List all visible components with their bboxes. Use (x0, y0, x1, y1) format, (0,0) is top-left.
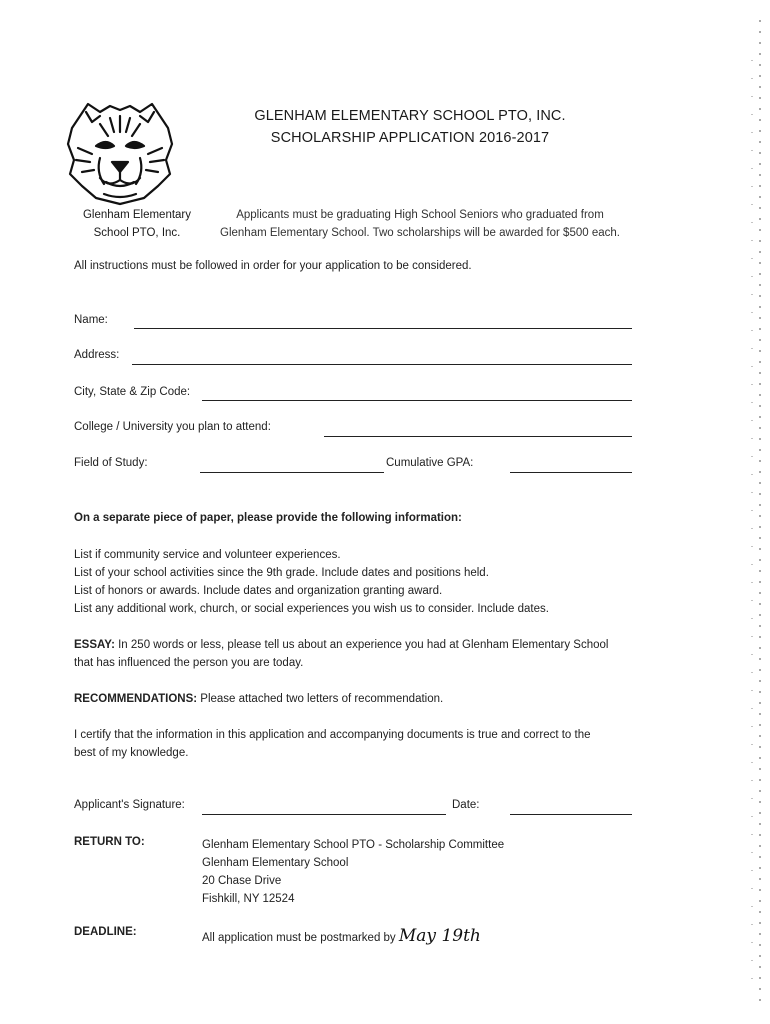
certify-line2: best of my knowledge. (74, 747, 189, 759)
name-label: Name: (74, 314, 108, 326)
return-address-line: Glenham Elementary School (202, 857, 349, 869)
field-of-study-field[interactable] (200, 472, 384, 473)
essay-section (74, 636, 644, 672)
return-address (202, 836, 504, 908)
certification-statement (74, 726, 644, 762)
list-item: List if community service and volunteer experiences. (74, 549, 341, 561)
certify-line1: I certify that the information in this application and accompanying documents is true and correct to the (74, 729, 591, 741)
deadline-text (202, 926, 481, 946)
return-address-line: Fishkill, NY 12524 (202, 893, 295, 905)
essay-text-2: that has influenced the person you are today. (74, 657, 304, 669)
date-field[interactable] (510, 814, 632, 815)
intro-line1: Applicants must be graduating High School Seniors who graduated from (236, 209, 604, 221)
intro-line2: Glenham Elementary School. Two scholarships will be awarded for $500 each. (220, 227, 620, 239)
college-label: College / University you plan to attend: (74, 421, 271, 433)
return-to-label: RETURN TO: (74, 836, 145, 848)
recommendations-label: RECOMMENDATIONS: (74, 693, 198, 705)
essay-line1 (74, 636, 644, 654)
field-of-study-label: Field of Study: (74, 457, 148, 469)
essay-label: ESSAY: (74, 639, 115, 651)
recommendations-text: Please attached two letters of recommendation. (197, 693, 444, 705)
org-name-line2: School PTO, Inc. (93, 227, 181, 239)
return-address-line: 20 Chase Drive (202, 875, 282, 887)
scan-edge-artifact (746, 0, 766, 1024)
gpa-field[interactable] (510, 472, 632, 473)
address-label: Address: (74, 349, 120, 361)
instructions-text: All instructions must be followed in order for your application to be considered. (74, 260, 472, 272)
college-field[interactable] (324, 436, 632, 437)
tiger-head-icon (60, 98, 180, 206)
eligibility-intro (200, 206, 640, 242)
name-field[interactable] (134, 328, 632, 329)
list-item: List of your school activities since the 9th grade. Include dates and positions held. (74, 567, 489, 579)
city-state-zip-label: City, State & Zip Code: (74, 386, 191, 398)
document-subtitle: SCHOLARSHIP APPLICATION 2016-2017 (270, 130, 550, 146)
address-field[interactable] (132, 364, 632, 365)
deadline-statement: All application must be postmarked by (202, 932, 396, 944)
gpa-label: Cumulative GPA: (386, 457, 474, 469)
separate-paper-heading: On a separate piece of paper, please provide the following information: (74, 512, 462, 524)
org-name-line1: Glenham Elementary (82, 209, 192, 221)
deadline-label: DEADLINE: (74, 926, 137, 938)
document-title: GLENHAM ELEMENTARY SCHOOL PTO, INC. (254, 108, 566, 124)
signature-label: Applicant's Signature: (74, 799, 185, 811)
date-label: Date: (452, 799, 480, 811)
organization-name (62, 206, 212, 242)
essay-text-1: In 250 words or less, please tell us about an experience you had at Glenham Elementary School (114, 639, 609, 651)
list-item: List of honors or awards. Include dates and organization granting award. (74, 585, 443, 597)
city-state-zip-field[interactable] (202, 400, 632, 401)
recommendations-section (74, 690, 644, 708)
required-info-list (74, 546, 644, 618)
handwritten-deadline-date: May 19th (398, 926, 481, 946)
return-address-line: Glenham Elementary School PTO - Scholarship Committee (202, 839, 505, 851)
signature-field[interactable] (202, 814, 446, 815)
list-item: List any additional work, church, or social experiences you wish us to consider. Include dates. (74, 603, 549, 615)
